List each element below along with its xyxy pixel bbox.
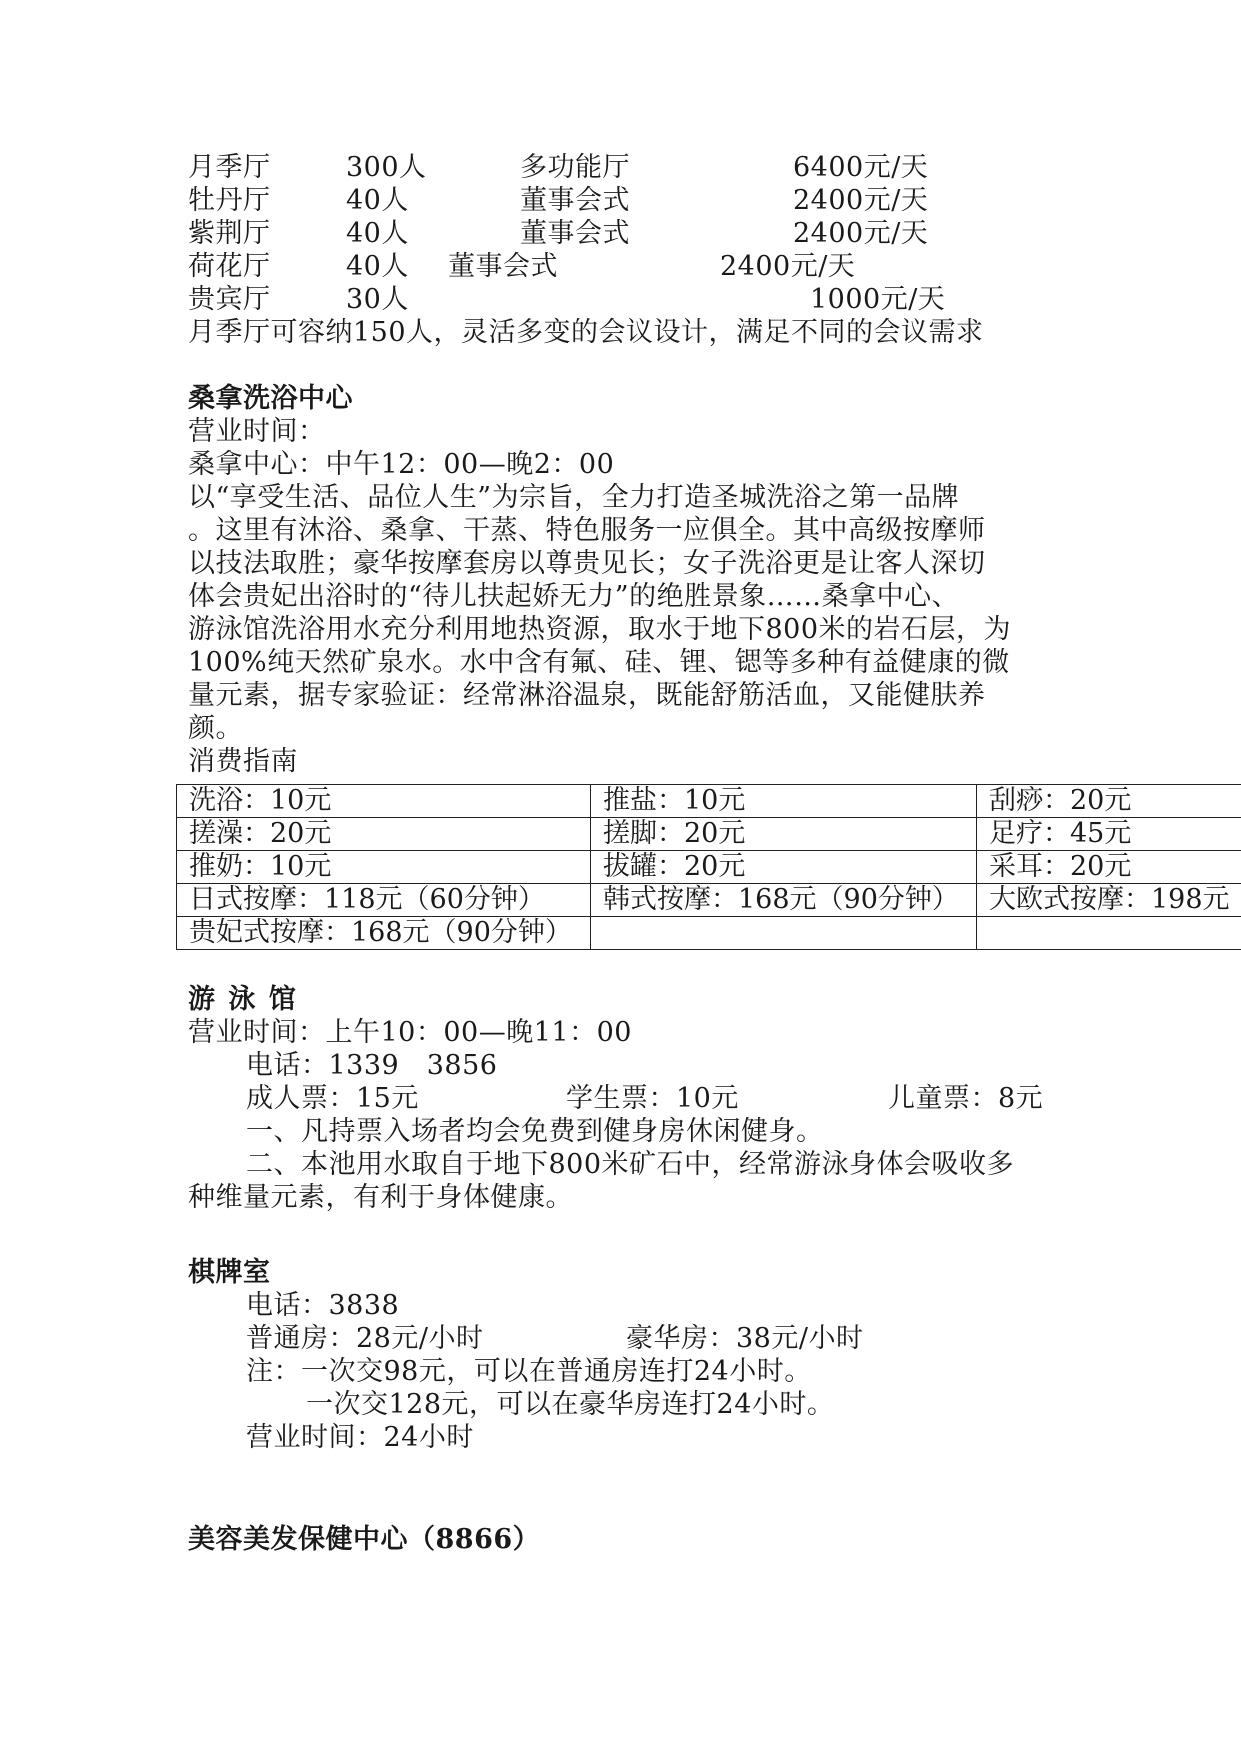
fee-cell: 贵妃式按摩：168元（90分钟） bbox=[177, 917, 591, 950]
hall-capacity: 30人 bbox=[346, 284, 409, 315]
hall-type: 董事会式 bbox=[448, 251, 558, 282]
fee-cell: 洗浴：10元 bbox=[177, 785, 591, 818]
hall-price: 1000元/天 bbox=[810, 284, 946, 315]
sauna-desc-line: 颜。 bbox=[188, 713, 243, 744]
hall-price: 2400元/天 bbox=[793, 218, 929, 249]
sauna-hours-label: 营业时间： bbox=[188, 416, 326, 447]
table-row bbox=[177, 917, 1241, 950]
sauna-desc-line: 体会贵妃出浴时的“待儿扶起娇无力”的绝胜景象……桑拿中心、 bbox=[188, 581, 960, 612]
sauna-title: 桑拿洗浴中心 bbox=[188, 383, 353, 414]
pool-note: 二、本池用水取自于地下800米矿石中，经常游泳身体会吸收多 bbox=[246, 1149, 1015, 1180]
fee-cell: 采耳：20元 bbox=[977, 851, 1241, 884]
fee-cell: 足疗：45元 bbox=[977, 818, 1241, 851]
sauna-desc-line: 以“享受生活、品位人生”为宗旨，全力打造圣城洗浴之第一品牌 bbox=[188, 482, 960, 513]
hall-name: 月季厅 bbox=[188, 152, 271, 183]
table-row bbox=[177, 884, 1241, 917]
pool-hours: 营业时间：上午10：00—晚11：00 bbox=[188, 1017, 632, 1048]
chess-normal-room: 普通房：28元/小时 bbox=[246, 1323, 484, 1354]
fee-cell: 韩式按摩：168元（90分钟） bbox=[591, 884, 977, 917]
hall-type: 董事会式 bbox=[520, 218, 630, 249]
fee-guide-label: 消费指南 bbox=[188, 746, 298, 777]
chess-note: 一次交128元，可以在豪华房连打24小时。 bbox=[306, 1389, 835, 1420]
sauna-desc-line: 100%纯天然矿泉水。水中含有氟、硅、锂、锶等多种有益健康的微 bbox=[188, 647, 1010, 678]
fee-cell: 搓脚：20元 bbox=[591, 818, 977, 851]
table-row bbox=[177, 818, 1241, 851]
fee-cell: 刮痧：20元 bbox=[977, 785, 1241, 818]
pool-student-ticket: 学生票：10元 bbox=[566, 1083, 739, 1114]
hall-capacity: 300人 bbox=[346, 152, 427, 183]
hall-name: 牡丹厅 bbox=[188, 185, 271, 216]
fee-cell: 推盐：10元 bbox=[591, 785, 977, 818]
fee-cell: 大欧式按摩：198元 bbox=[977, 884, 1241, 917]
hall-name: 贵宾厅 bbox=[188, 284, 271, 315]
hall-price: 6400元/天 bbox=[793, 152, 929, 183]
pool-note: 一、凡持票入场者均会免费到健身房休闲健身。 bbox=[246, 1116, 824, 1147]
fee-cell bbox=[977, 917, 1241, 950]
hall-price: 2400元/天 bbox=[720, 251, 856, 282]
table-row bbox=[177, 851, 1241, 884]
hall-type: 多功能厅 bbox=[520, 152, 630, 183]
hall-capacity: 40人 bbox=[346, 251, 409, 282]
pool-adult-ticket: 成人票：15元 bbox=[246, 1083, 419, 1114]
hall-price: 2400元/天 bbox=[793, 185, 929, 216]
chess-deluxe-room: 豪华房：38元/小时 bbox=[626, 1323, 864, 1354]
sauna-desc-line: 量元素，据专家验证：经常淋浴温泉，既能舒筋活血，又能健肤养 bbox=[188, 680, 986, 711]
pool-note: 种维量元素，有利于身体健康。 bbox=[188, 1182, 573, 1213]
pool-title: 游 泳 馆 bbox=[188, 984, 298, 1015]
chess-phone: 电话：3838 bbox=[246, 1290, 400, 1321]
sauna-desc-line: 以技法取胜；豪华按摩套房以尊贵见长；女子洗浴更是让客人深切 bbox=[188, 548, 986, 579]
sauna-desc-line: 。这里有沐浴、桑拿、干蒸、特色服务一应俱全。其中高级按摩师 bbox=[188, 515, 986, 546]
chess-hours: 营业时间：24小时 bbox=[246, 1422, 474, 1453]
fee-cell: 搓澡：20元 bbox=[177, 818, 591, 851]
pool-phone: 电话：1339 3856 bbox=[246, 1050, 498, 1081]
hall-name: 紫荆厅 bbox=[188, 218, 271, 249]
table-row bbox=[177, 785, 1241, 818]
fee-cell: 推奶：10元 bbox=[177, 851, 591, 884]
sauna-desc-line: 游泳馆洗浴用水充分利用地热资源，取水于地下800米的岩石层，为 bbox=[188, 614, 1012, 645]
hall-name: 荷花厅 bbox=[188, 251, 271, 282]
fee-cell: 日式按摩：118元（60分钟） bbox=[177, 884, 591, 917]
sauna-hours: 桑拿中心：中午12：00—晚2：00 bbox=[188, 449, 615, 480]
hall-capacity: 40人 bbox=[346, 218, 409, 249]
hall-note: 月季厅可容纳150人，灵活多变的会议设计，满足不同的会议需求 bbox=[188, 317, 984, 348]
beauty-title: 美容美发保健中心（8866） bbox=[188, 1524, 541, 1555]
fee-cell bbox=[591, 917, 977, 950]
fee-cell: 拔罐：20元 bbox=[591, 851, 977, 884]
hall-type: 董事会式 bbox=[520, 185, 630, 216]
chess-note: 注：一次交98元，可以在普通房连打24小时。 bbox=[246, 1356, 812, 1387]
fee-table bbox=[176, 784, 1241, 950]
pool-child-ticket: 儿童票：8元 bbox=[888, 1083, 1044, 1114]
hall-capacity: 40人 bbox=[346, 185, 409, 216]
chess-title: 棋牌室 bbox=[188, 1257, 271, 1288]
